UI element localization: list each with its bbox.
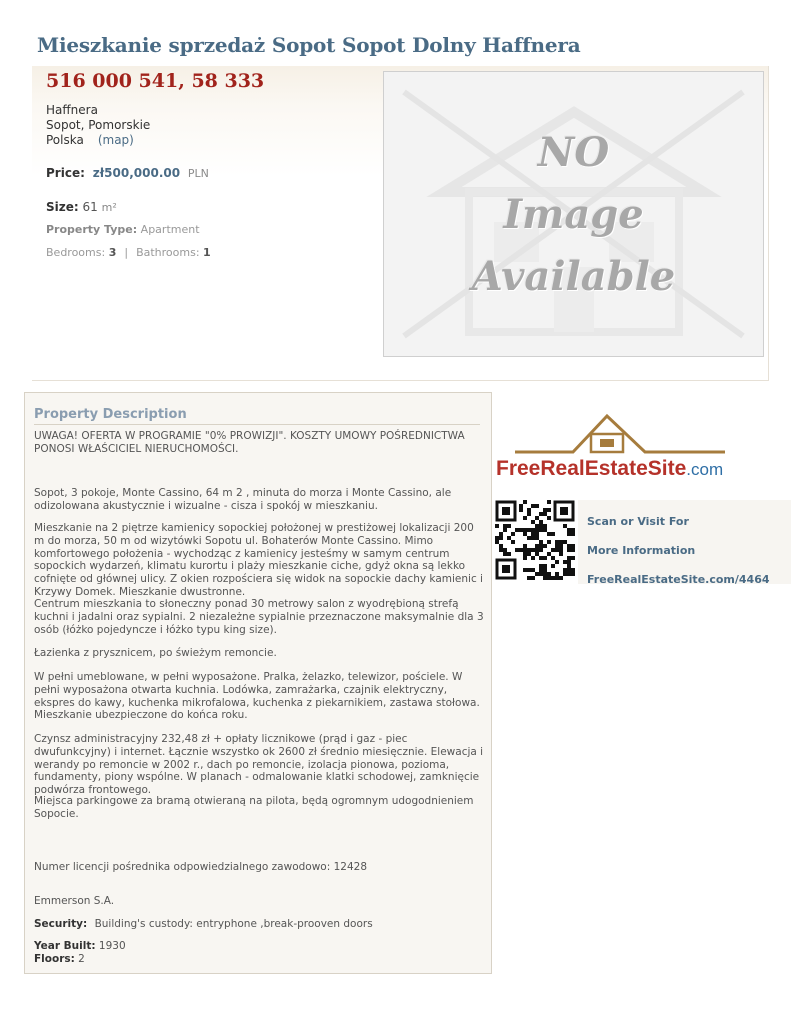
- floors-label: Floors:: [34, 953, 75, 965]
- description-paragraph: Sopot, 3 pokoje, Monte Cassino, 64 m 2 , minuta do morza i Monte Cassino, ale odizolowana akustycznie i wizualne - cisza i spokój w mieszkaniu.: [34, 487, 452, 512]
- year-built-label: Year Built:: [34, 940, 96, 952]
- address-street: Haffnera: [46, 103, 98, 117]
- bathrooms-label: Bathrooms:: [136, 246, 200, 259]
- license-number: Numer licencji pośrednika odpowiedzialnego zawodowo: 12428: [34, 861, 367, 873]
- address-country-row: [46, 133, 134, 147]
- logo-text: [496, 457, 723, 480]
- map-link[interactable]: (map): [97, 133, 134, 147]
- description-heading: Property Description: [34, 407, 187, 422]
- description-paragraph: Łazienka z prysznicem, po świeżym remoncie.: [34, 647, 277, 659]
- page-title: Mieszkanie sprzedaż Sopot Sopot Dolny Haffnera: [37, 33, 581, 57]
- agency-name: Emmerson S.A.: [34, 895, 115, 907]
- no-image-line3: Available: [471, 253, 676, 300]
- address-city-region: Sopot, Pomorskie: [46, 118, 151, 132]
- bedrooms-value: 3: [108, 246, 117, 259]
- description-paragraph: Mieszkanie na 2 piętrze kamienicy sopockiej położonej w prestiżowej lokalizacji 200 m do morza, 50 m od wizytówki Sopotu ul. Bohaterów Monte Cassino. Mimo komfortowego położenia - wychodząc z kamienicy jesteśmy w samym centrum sopockich wydarzeń, klimatu kurortu i plaży mieszkanie ciche, gdyż okna są lekko cofnięte od głównej ulicy. Z okien rozpościera się widok na sopockie dachy kamienic i Krzywy Domek. Mieszkanie dwustronne.: [34, 522, 483, 598]
- description-paragraph: UWAGA! OFERTA W PROGRAMIE "0% PROWIZJI". KOSZTY UMOWY POŚREDNICTWA PONOSI WŁAŚCICIEL NIERUCHOMOŚCI.: [34, 430, 465, 455]
- scan-line-1: Scan or Visit For: [587, 515, 689, 528]
- no-image-line2: Image: [503, 191, 644, 238]
- size-unit: m²: [101, 201, 117, 214]
- price-label: Price:: [46, 166, 85, 180]
- bathrooms-value: 1: [203, 246, 211, 259]
- description-divider: [34, 424, 480, 425]
- size-label: Size:: [46, 200, 79, 214]
- listing-photo-placeholder[interactable]: [383, 71, 764, 357]
- contact-phone[interactable]: 516 000 541, 58 333: [46, 70, 265, 92]
- price-currency: PLN: [187, 167, 209, 180]
- description-paragraph: Centrum mieszkania to słoneczny ponad 30 metrowy salon z wyodrębioną strefą kuchni i jadalni oraz sypialni. 2 niezależne sypialnie przeznaczone maksymalnie dla 3 osób (łóżko pojedyncze i łóżko typu king size).: [34, 598, 484, 636]
- scan-url-link[interactable]: FreeRealEstateSite.com/4464: [587, 573, 770, 586]
- scan-panel: [578, 500, 791, 584]
- price-row: [46, 166, 209, 180]
- logo-text-main: FreeRealEstateSite: [496, 457, 687, 480]
- year-built-value: 1930: [98, 940, 126, 952]
- security-value: Building's custody: entryphone ,break-prooven doors: [94, 918, 373, 930]
- address-country: Polska: [46, 133, 84, 147]
- logo-text-suffix: .com: [686, 460, 724, 479]
- description-paragraph: Miejsca parkingowe za bramą otwieraną na pilota, będą ogromnym udogodnieniem Sopocie.: [34, 795, 474, 820]
- security-row: [34, 918, 373, 930]
- size-value: 61: [82, 200, 98, 214]
- property-type-label: Property Type:: [46, 223, 138, 236]
- property-type-row: [46, 223, 200, 236]
- size-row: [46, 200, 117, 214]
- floors-row: [34, 953, 85, 965]
- security-label: Security:: [34, 918, 88, 930]
- free-real-estate-site-logo[interactable]: [493, 410, 738, 482]
- property-type-value: Apartment: [140, 223, 200, 236]
- qr-code-icon[interactable]: [495, 500, 575, 580]
- description-paragraph: Czynsz administracyjny 232,48 zł + opłaty licznikowe (prąd i gaz - piec dwufunkcyjny) i internet. Łącznie wszystko ok 2600 zł średnio miesięcznie. Elewacja i werandy po remoncie w 2002 r., dach po remoncie, izolacja pionowa, pozioma, fundamenty, piony wspólne. W planach - odmalowanie klatki schodowej, zamknięcie podwórza frontowego.: [34, 733, 484, 797]
- rooms-separator: |: [124, 246, 129, 259]
- price-value: zł500,000.00: [92, 166, 181, 180]
- bedrooms-label: Bedrooms:: [46, 246, 106, 259]
- scan-line-2: More Information: [587, 544, 696, 557]
- rooms-row: [46, 246, 211, 259]
- year-built-row: [34, 940, 126, 952]
- no-image-line1: NO: [537, 129, 610, 176]
- floors-value: 2: [78, 953, 85, 965]
- description-paragraph: W pełni umeblowane, w pełni wyposażone. Pralka, żelazko, telewizor, pościele. W pełni wyposażona otwarta kuchnia. Lodówka, zamrażarka, czajnik elektryczny, ekspres do kawy, kuchenka mikrofalowa, kuchenka z piekarnikiem, zastawa stołowa. Mieszkanie ubezpieczone do końca roku.: [34, 671, 480, 722]
